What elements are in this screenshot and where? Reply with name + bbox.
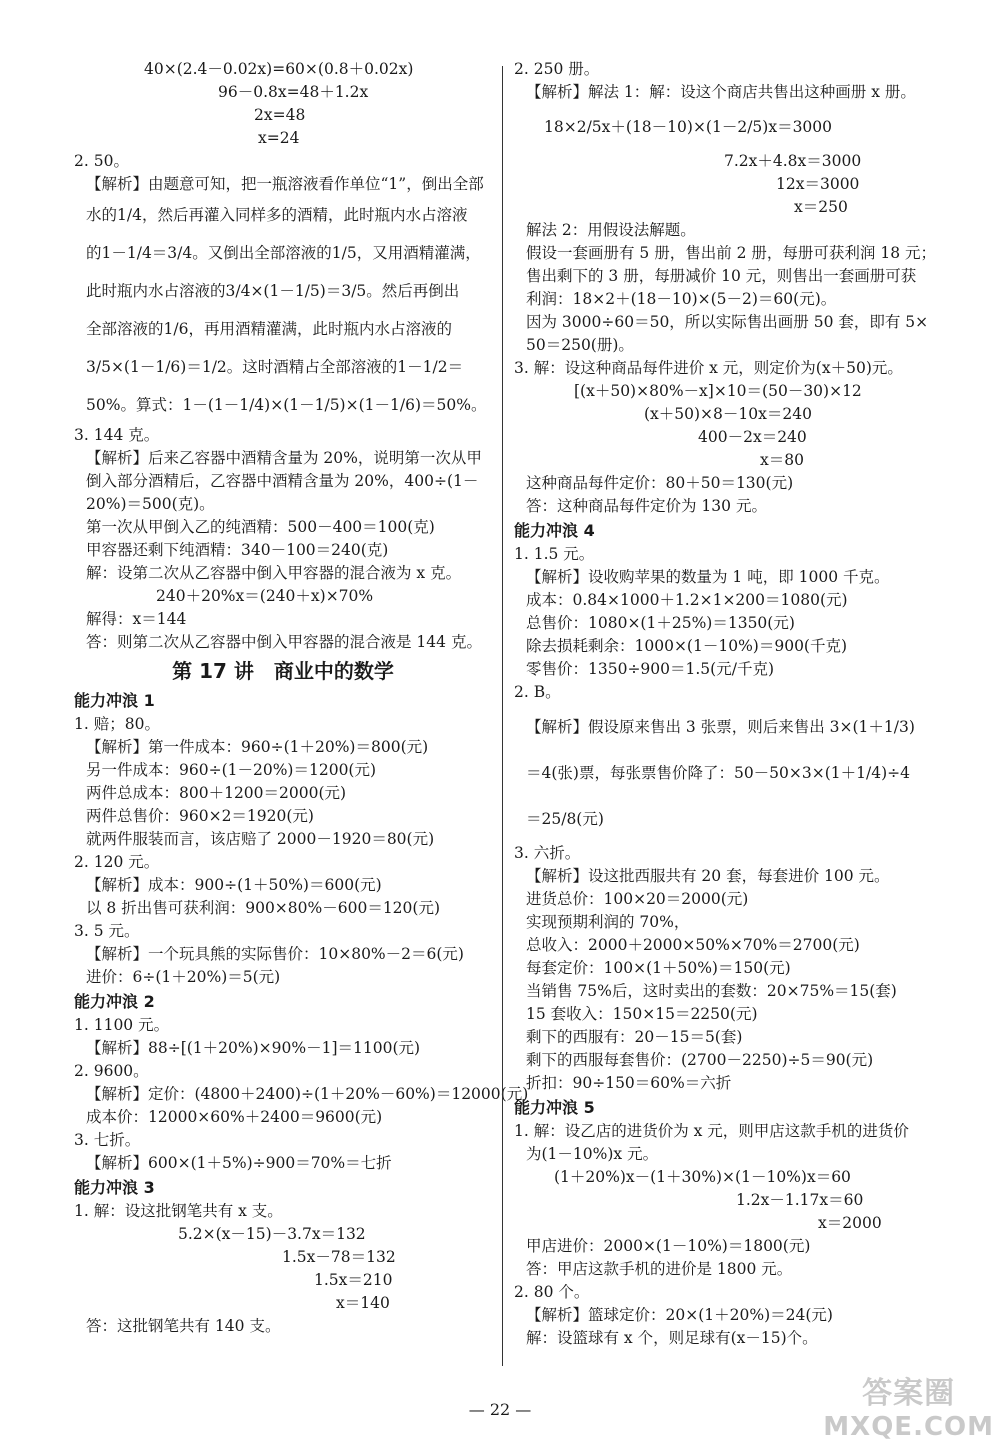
left-line: 【解析】由题意可知，把一瓶溶液看作单位“1”，倒出全部 xyxy=(86,175,484,193)
left-line: 另一件成本：960÷(1－20%)＝1200(元) xyxy=(86,761,377,779)
right-line: 3. 解：设这种商品每件进价 x 元，则定价为(x＋50)元。 xyxy=(514,359,903,377)
left-line: 【解析】一个玩具熊的实际售价：10×80%－2＝6(元) xyxy=(86,945,464,963)
right-line: 总售价：1080×(1＋25%)＝1350(元) xyxy=(526,614,795,632)
left-line: 3. 七折。 xyxy=(74,1131,141,1149)
right-line: 剩下的西服有：20－15＝5(套) xyxy=(526,1028,743,1046)
left-column xyxy=(74,58,529,1338)
right-line: 1. 解：设乙店的进货价为 x 元，则甲店这款手机的进货价 xyxy=(514,1122,909,1140)
left-line: 3. 144 克。 xyxy=(74,426,160,444)
right-line: 售出剩下的 3 册，每册减价 10 元，则售出一套画册可获 xyxy=(526,267,917,285)
left-line: 两件总售价：960×2＝1920(元) xyxy=(86,807,314,825)
page-number: — 22 — xyxy=(468,1400,532,1419)
right-line: (1＋20%)x－(1＋30%)×(1－10%)x＝60 xyxy=(554,1168,851,1186)
right-line: 答：这种商品每件定价为 130 元。 xyxy=(526,497,767,515)
left-line: 2. 50。 xyxy=(74,152,129,170)
left-line: 3. 5 元。 xyxy=(74,922,140,940)
right-line: x＝250 xyxy=(794,198,848,216)
left-line: 的1－1/4＝3/4。又倒出全部溶液的1/5，又用酒精灌满， xyxy=(86,244,481,262)
left-line: 第 17 讲 商业中的数学 xyxy=(172,659,394,683)
left-line: 就两件服装而言，该店赔了 2000－1920＝80(元) xyxy=(86,830,435,848)
right-line: 进货总价：100×20＝2000(元) xyxy=(526,890,749,908)
right-line: ＝25/8(元) xyxy=(526,810,604,828)
left-line: 【解析】600×(1＋5%)÷900＝70%＝七折 xyxy=(86,1154,392,1172)
left-line: 【解析】成本：900÷(1＋50%)＝600(元) xyxy=(86,876,382,894)
right-line: 【解析】解法 1：解：设这个商店共售出这种画册 x 册。 xyxy=(526,83,916,101)
left-line: 【解析】88÷[(1＋20%)×90%－1]＝1100(元) xyxy=(86,1039,421,1057)
left-line: 此时瓶内水占溶液的3/4×(1－1/5)＝3/5。然后再倒出 xyxy=(86,282,460,300)
right-line: 每套定价：100×(1＋50%)＝150(元) xyxy=(526,959,791,977)
left-line: 【解析】第一件成本：960÷(1＋20%)＝800(元) xyxy=(86,738,429,756)
watermark-logo xyxy=(823,1368,994,1442)
left-line: 倒入部分酒精后，乙容器中酒精含量为 20%，400÷(1－ xyxy=(86,472,479,490)
right-line: 1.2x－1.17x＝60 xyxy=(736,1191,864,1209)
right-line: 除去损耗剩余：1000×(1－10%)＝900(千克) xyxy=(526,637,848,655)
right-line: 能力冲浪 5 xyxy=(514,1098,595,1117)
right-line: 这种商品每件定价：80＋50＝130(元) xyxy=(526,474,794,492)
right-line: 为(1－10%)x 元。 xyxy=(526,1145,659,1163)
right-line: 2. B。 xyxy=(514,683,561,701)
right-line: 400－2x＝240 xyxy=(698,428,807,446)
left-line: 240＋20%x＝(240＋x)×70% xyxy=(156,587,374,605)
left-line: 5.2×(x－15)－3.7x＝132 xyxy=(178,1225,366,1243)
left-line: 1. 解：设这批钢笔共有 x 支。 xyxy=(74,1202,283,1220)
right-line: 解法 2：用假设法解题。 xyxy=(526,221,696,239)
left-line: 解得：x＝144 xyxy=(86,610,187,628)
right-line: 解：设篮球有 x 个，则足球有(x－15)个。 xyxy=(526,1329,818,1347)
left-line: 答：这批钢笔共有 140 支。 xyxy=(86,1317,281,1335)
watermark-url: MXQE.COM xyxy=(823,1412,994,1442)
left-line: x＝140 xyxy=(336,1294,390,1312)
right-line: 15 套收入：150×15＝2250(元) xyxy=(526,1005,758,1023)
right-line: 1. 1.5 元。 xyxy=(514,545,595,563)
left-line: 40×(2.4－0.02x)=60×(0.8＋0.02x) xyxy=(144,60,414,78)
right-line: 折扣：90÷150＝60%＝六折 xyxy=(526,1074,732,1092)
right-line: [(x＋50)×80%－x]×10＝(50－30)×12 xyxy=(574,382,862,400)
left-line: 全部溶液的1/6，再用酒精灌满，此时瓶内水占溶液的 xyxy=(86,320,452,338)
left-line: x=24 xyxy=(258,129,300,147)
left-line: 解：设第二次从乙容器中倒入甲容器的混合液为 x 克。 xyxy=(86,564,462,582)
right-line: (x＋50)×8－10x＝240 xyxy=(644,405,812,423)
left-line: 【解析】定价：(4800＋2400)÷(1＋20%－60%)＝12000(元) xyxy=(86,1085,529,1103)
right-line: 2. 80 个。 xyxy=(514,1283,590,1301)
right-line: 能力冲浪 4 xyxy=(514,521,595,540)
right-line: 答：甲店这款手机的进价是 1800 元。 xyxy=(526,1260,793,1278)
right-column xyxy=(514,58,937,1350)
left-line: 甲容器还剩下纯酒精：340－100＝240(克) xyxy=(86,541,389,559)
left-line: 成本价：12000×60%＋2400＝9600(元) xyxy=(86,1108,383,1126)
left-line: 两件总成本：800＋1200＝2000(元) xyxy=(86,784,347,802)
left-line: 水的1/4，然后再灌入同样多的酒精，此时瓶内水占溶液 xyxy=(86,206,468,224)
left-line: 答：则第二次从乙容器中倒入甲容器的混合液是 144 克。 xyxy=(86,633,482,651)
left-line: 以 8 折出售可获利润：900×80%－600＝120(元) xyxy=(86,899,441,917)
left-line: 【解析】后来乙容器中酒精含量为 20%，说明第一次从甲 xyxy=(86,449,482,467)
right-line: 3. 六折。 xyxy=(514,844,581,862)
right-line: 【解析】篮球定价：20×(1＋20%)＝24(元) xyxy=(526,1306,833,1324)
right-line: 7.2x＋4.8x＝3000 xyxy=(724,152,862,170)
right-line: 【解析】设收购苹果的数量为 1 吨，即 1000 千克。 xyxy=(526,568,890,586)
right-line: 【解析】假设原来售出 3 张票，则后来售出 3×(1＋1/3) xyxy=(526,718,915,736)
left-line: 1.5x－78＝132 xyxy=(282,1248,396,1266)
right-line: 实现预期利润的 70%， xyxy=(526,913,690,931)
right-line: 12x＝3000 xyxy=(776,175,860,193)
right-line: 成本：0.84×1000＋1.2×1×200＝1080(元) xyxy=(526,591,848,609)
left-line: 20%)＝500(克)。 xyxy=(86,495,215,513)
left-line: 进价：6÷(1＋20%)＝5(元) xyxy=(86,968,281,986)
left-line: 3/5×(1－1/6)＝1/2。这时酒精占全部溶液的1－1/2＝ xyxy=(86,358,464,376)
left-line: 能力冲浪 2 xyxy=(74,992,155,1011)
right-line: 18×2/5x＋(18－10)×(1－2/5)x＝3000 xyxy=(544,118,833,136)
left-line: 2x=48 xyxy=(254,106,306,124)
right-line: 因为 3000÷60＝50，所以实际售出画册 50 套，即有 5× xyxy=(526,313,929,331)
right-line: x＝80 xyxy=(760,451,804,469)
left-line: 能力冲浪 3 xyxy=(74,1178,155,1197)
left-line: 96－0.8x=48＋1.2x xyxy=(218,83,369,101)
right-line: 假设一套画册有 5 册，售出前 2 册，每册可获利润 18 元； xyxy=(526,244,937,262)
right-line: ＝4(张)票，每张票售价降了：50－50×3×(1＋1/4)÷4 xyxy=(526,764,910,782)
left-line: 50%。算式：1－(1－1/4)×(1－1/5)×(1－1/6)＝50%。 xyxy=(86,396,487,414)
right-line: 甲店进价：2000×(1－10%)＝1800(元) xyxy=(526,1237,811,1255)
right-line: 剩下的西服每套售价：(2700－2250)÷5＝90(元) xyxy=(526,1051,874,1069)
right-line: 利润：18×2＋(18－10)×(5－2)＝60(元)。 xyxy=(526,290,837,308)
left-line: 能力冲浪 1 xyxy=(74,691,155,710)
right-line: x＝2000 xyxy=(818,1214,882,1232)
right-line: 零售价：1350÷900＝1.5(元/千克) xyxy=(526,660,774,678)
left-line: 1. 1100 元。 xyxy=(74,1016,170,1034)
right-line: 总收入：2000＋2000×50%×70%＝2700(元) xyxy=(526,936,860,954)
right-line: 50＝250(册)。 xyxy=(526,336,634,354)
left-line: 2. 9600。 xyxy=(74,1062,149,1080)
left-line: 2. 120 元。 xyxy=(74,853,160,871)
column-divider xyxy=(502,66,503,1366)
left-line: 第一次从甲倒入乙的纯酒精：500－400＝100(克) xyxy=(86,518,435,536)
right-line: 【解析】设这批西服共有 20 套，每套进价 100 元。 xyxy=(526,867,890,885)
left-line: 1.5x＝210 xyxy=(314,1271,393,1289)
watermark-title: 答案圈 xyxy=(862,1376,956,1411)
left-line: 1. 赔；80。 xyxy=(74,715,160,733)
right-line: 2. 250 册。 xyxy=(514,60,600,78)
right-line: 当销售 75%后，这时卖出的套数：20×75%＝15(套) xyxy=(526,982,897,1000)
